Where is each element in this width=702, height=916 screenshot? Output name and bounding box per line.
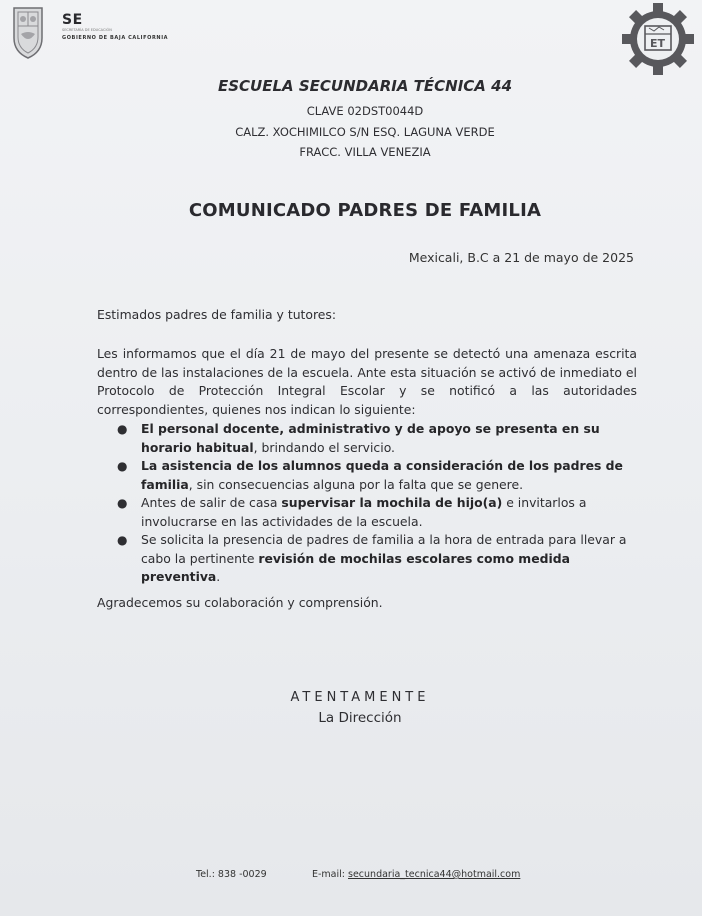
thanks-line: Agradecemos su colaboración y comprensión.: [97, 595, 383, 610]
document-date: Mexicali, B.C a 21 de mayo de 2025: [408, 250, 634, 265]
government-label: GOBIERNO DE BAJA CALIFORNIA: [62, 35, 169, 41]
bullet-bold-text: supervisar la mochila de hijo(a): [281, 495, 503, 510]
list-item: [97, 457, 637, 494]
bullet-pre-text: Antes de salir de casa: [141, 495, 282, 510]
footer-email: [312, 869, 520, 880]
se-small-caption: SECRETARÍA DE EDUCACIÓN: [62, 28, 112, 32]
list-item: [97, 531, 637, 587]
bullet-bold-text: La asistencia de los alumnos queda a consideración de los padres de familia: [141, 458, 623, 492]
bullet-text: , brindando el servicio.: [253, 439, 395, 455]
svg-text:ET: ET: [650, 37, 666, 50]
bullet-bold-text: revisión de mochilas escolares como medida preventiva: [141, 550, 570, 584]
bullet-icon: ●: [117, 422, 128, 436]
document-title: COMUNICADO PADRES DE FAMILIA: [188, 200, 542, 221]
state-coat-of-arms-icon: [8, 4, 48, 60]
bullet-icon: ●: [117, 459, 128, 473]
bullet-icon: ●: [117, 533, 128, 547]
bullet-text: .: [216, 569, 221, 584]
email-label: E-mail:: [312, 869, 349, 880]
school-address-1: CALZ. XOCHIMILCO S/N ESQ. LAGUNA VERDE: [235, 125, 495, 139]
se-header: [62, 12, 222, 42]
signature-atentamente: ATENTAMENTE: [290, 690, 430, 705]
list-item: [97, 494, 637, 531]
se-label: SE: [62, 12, 83, 28]
greeting: Estimados padres de familia y tutores:: [97, 307, 337, 322]
bullet-bold-text: El personal docente, administrativo y de apoyo se presenta en su horario habitual: [141, 421, 600, 455]
list-item: [97, 420, 637, 457]
school-address-2: FRACC. VILLA VENEZIA: [299, 145, 431, 159]
technical-school-gear-emblem-icon: [608, 2, 694, 76]
signature-direccion: La Dirección: [318, 710, 402, 726]
footer-phone: Tel.: 838 -0029: [196, 869, 267, 880]
school-clave: CLAVE 02DST0044D: [306, 104, 424, 118]
bullet-icon: ●: [117, 496, 128, 510]
school-name: ESCUELA SECUNDARIA TÉCNICA 44: [217, 77, 513, 95]
bullet-pre-text: Se solicita la presencia de padres de familia a la hora de entrada para llevar a cabo la pertinente: [141, 532, 627, 566]
bullet-text: , sin consecuencias alguna por la falta que se genere.: [188, 476, 524, 492]
bullet-text: e invitarlos a involucrarse en las actividades de la escuela.: [141, 495, 587, 529]
intro-paragraph: Les informamos que el día 21 de mayo del presente se detectó una amenaza escrita dentro de las instalaciones de la escuela. Ante esta situación se activó de inmediato el Protocolo de Protección Integral Escolar y se notificó a las autoridades correspondientes, quienes nos indican lo siguiente:: [97, 346, 637, 417]
instructions-list: [97, 420, 637, 587]
email-link[interactable]: secundaria_tecnica44@hotmail.com: [348, 869, 521, 880]
